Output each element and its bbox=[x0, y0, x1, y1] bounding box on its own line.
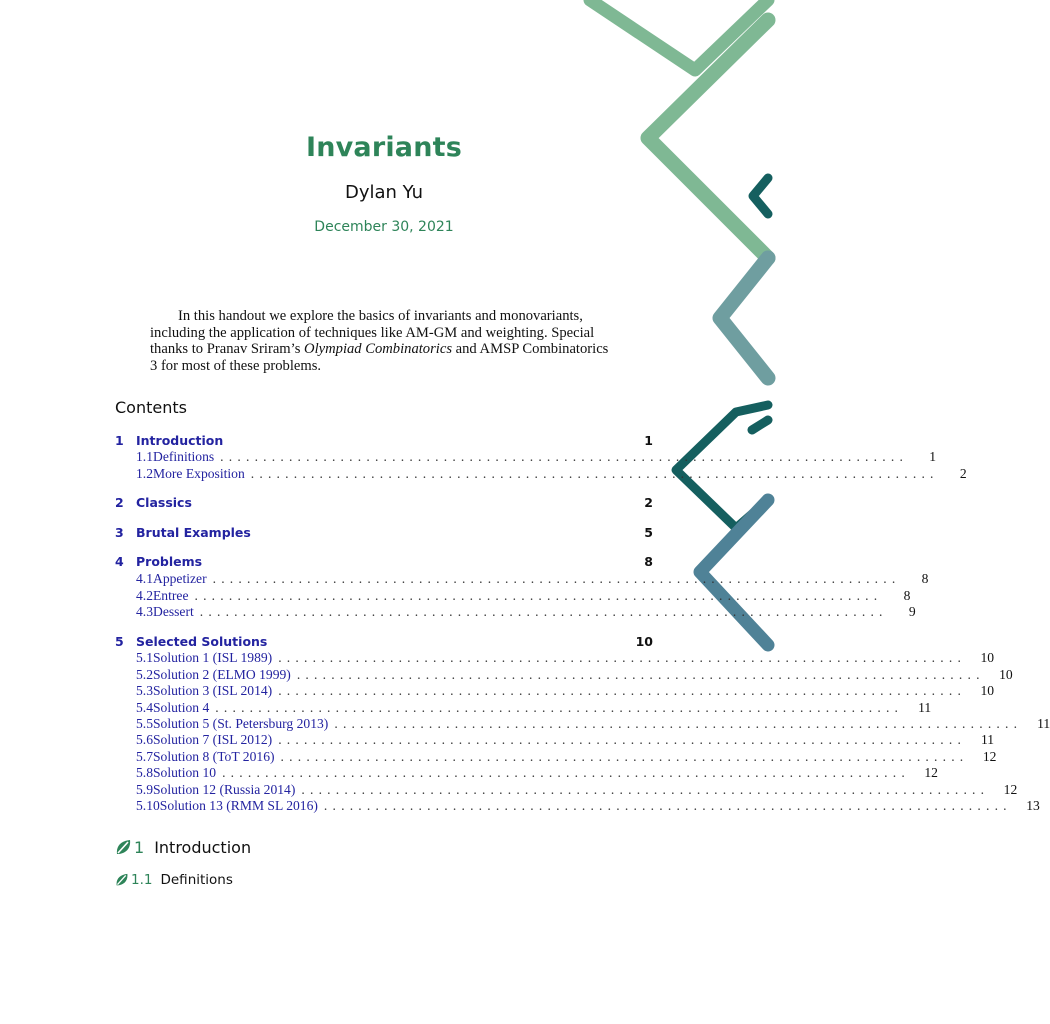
toc-page-number: 11 bbox=[918, 700, 932, 715]
toc-dot-leader: ................................................................................ bbox=[222, 765, 910, 780]
toc-page-number: 10 bbox=[980, 650, 995, 665]
toc-page-number: 8 bbox=[921, 571, 929, 586]
toc-entry-number: 4.1 bbox=[136, 571, 153, 586]
toc-entry-label[interactable]: Classics bbox=[136, 495, 192, 510]
toc-page-number: 10 bbox=[980, 683, 995, 698]
toc-page-number: 13 bbox=[1026, 798, 1040, 813]
toc-dot-leader: ................................................................................ bbox=[301, 782, 990, 797]
toc-entry-label[interactable]: Solution 12 (Russia 2014) bbox=[153, 782, 296, 797]
toc-dot-leader: ................................................................................ bbox=[323, 798, 1012, 813]
toc-entry-label[interactable]: Solution 5 (St. Petersburg 2013) bbox=[153, 716, 329, 731]
toc-entry-number: 2 bbox=[115, 495, 124, 510]
toc-entry-label[interactable]: Solution 1 (ISL 1989) bbox=[153, 650, 273, 665]
toc-entry-number: 5 bbox=[115, 634, 124, 649]
toc-subsection-entry[interactable] bbox=[115, 667, 1013, 683]
toc-entry-label[interactable]: Solution 13 (RMM SL 2016) bbox=[159, 798, 318, 813]
toc-dot-leader: ................................................................................ bbox=[199, 604, 888, 619]
toc-subsection-entry[interactable] bbox=[115, 588, 911, 604]
toc-entry-label[interactable]: Introduction bbox=[136, 433, 224, 448]
toc-page-number: 1 bbox=[644, 433, 653, 448]
toc-entry-label[interactable]: Entree bbox=[153, 588, 189, 603]
toc-entry-label[interactable]: Appetizer bbox=[153, 571, 207, 586]
document-title: Invariants bbox=[305, 132, 463, 163]
toc-dot-leader: ................................................................................ bbox=[278, 683, 967, 698]
toc-dot-leader: ................................................................................ bbox=[280, 749, 969, 764]
document-date: December 30, 2021 bbox=[314, 219, 454, 235]
toc-entry-number: 5.3 bbox=[136, 683, 153, 698]
leaf-icon bbox=[115, 839, 132, 856]
toc-entry-label[interactable]: Solution 4 bbox=[153, 700, 210, 715]
toc-entry-number: 5.4 bbox=[136, 700, 153, 715]
toc-entry-number: 5.1 bbox=[136, 650, 153, 665]
toc-entry-label[interactable]: Solution 10 bbox=[153, 765, 217, 780]
abstract-line: including the application of techniques like AM-GM and weighting. Special bbox=[150, 324, 595, 341]
toc-entry-label[interactable]: Solution 8 (ToT 2016) bbox=[153, 749, 275, 764]
toc-page-number: 10 bbox=[999, 667, 1013, 682]
toc-subsection-entry[interactable] bbox=[115, 700, 932, 716]
toc-subsection-entry[interactable] bbox=[115, 798, 1040, 814]
section-title: Introduction bbox=[154, 838, 252, 857]
toc-page-number: 10 bbox=[635, 634, 653, 649]
toc-page-number: 8 bbox=[903, 588, 911, 603]
toc-entry-label[interactable]: More Exposition bbox=[153, 466, 245, 481]
toc-section-entry[interactable] bbox=[115, 433, 653, 449]
toc-section-entry[interactable] bbox=[115, 634, 653, 650]
abstract bbox=[150, 308, 620, 374]
toc-page-number: 11 bbox=[980, 732, 995, 747]
toc-subsection-entry[interactable] bbox=[115, 765, 938, 781]
contents-heading: Contents bbox=[115, 398, 187, 417]
toc-dot-leader: ................................................................................ bbox=[296, 667, 985, 682]
toc-subsection-entry[interactable] bbox=[115, 449, 937, 465]
toc-dot-leader: ................................................................................ bbox=[278, 732, 967, 747]
toc-subsection-entry[interactable] bbox=[115, 732, 995, 748]
toc-dot-leader: ................................................................................ bbox=[194, 588, 883, 603]
subsection-heading bbox=[115, 872, 233, 888]
toc-entry-number: 5.7 bbox=[136, 749, 153, 764]
toc-subsection-entry[interactable] bbox=[115, 716, 1050, 732]
toc-subsection-entry[interactable] bbox=[115, 604, 916, 620]
toc-page-number: 12 bbox=[1003, 782, 1018, 797]
toc-entry-number: 5.9 bbox=[136, 782, 153, 797]
toc-entry-number: 5.5 bbox=[136, 716, 153, 731]
toc-page-number: 5 bbox=[644, 525, 653, 540]
toc-entry-number: 1.1 bbox=[136, 449, 153, 464]
toc-section-entry[interactable] bbox=[115, 554, 653, 570]
section-number: 1 bbox=[134, 838, 145, 857]
toc-entry-label[interactable]: Solution 7 (ISL 2012) bbox=[153, 732, 273, 747]
toc-subsection-entry[interactable] bbox=[115, 650, 995, 666]
toc-entry-number: 3 bbox=[115, 525, 124, 540]
toc-subsection-entry[interactable] bbox=[115, 571, 929, 587]
toc-entry-label[interactable]: Solution 2 (ELMO 1999) bbox=[153, 667, 291, 682]
toc-entry-number: 4.3 bbox=[136, 604, 153, 619]
toc-entry-number: 5.2 bbox=[136, 667, 153, 682]
toc-entry-number: 5.8 bbox=[136, 765, 153, 780]
abstract-line: In this handout we explore the basics of invariants and monovariants, bbox=[178, 308, 583, 324]
toc-dot-leader: ................................................................................ bbox=[250, 466, 939, 481]
abstract-line bbox=[150, 341, 620, 358]
toc-dot-leader: ................................................................................ bbox=[220, 449, 909, 464]
toc-dot-leader: ................................................................................ bbox=[334, 716, 1023, 731]
toc-section-entry[interactable] bbox=[115, 525, 653, 541]
toc-section-entry[interactable] bbox=[115, 495, 653, 511]
toc-page-number: 2 bbox=[644, 495, 653, 510]
abstract-line: 3 for most of these problems. bbox=[150, 357, 322, 374]
toc-page-number: 2 bbox=[959, 466, 967, 481]
toc-entry-number: 5.10 bbox=[136, 798, 160, 813]
toc-page-number: 9 bbox=[908, 604, 916, 619]
toc-subsection-entry[interactable] bbox=[115, 749, 997, 765]
leaf-icon bbox=[115, 873, 129, 887]
toc-entry-number: 4 bbox=[115, 554, 124, 569]
book-title: Olympiad Combinatorics bbox=[304, 341, 452, 358]
toc-dot-leader: ................................................................................ bbox=[215, 700, 904, 715]
toc-subsection-entry[interactable] bbox=[115, 782, 1018, 798]
toc-page-number: 8 bbox=[644, 554, 653, 569]
toc-page-number: 11 bbox=[1037, 716, 1050, 731]
toc-entry-label[interactable]: Definitions bbox=[153, 449, 215, 464]
abstract-text: and AMSP Combinatorics bbox=[452, 341, 609, 358]
toc-page-number: 12 bbox=[924, 765, 938, 780]
toc-entry-label[interactable]: Solution 3 (ISL 2014) bbox=[153, 683, 273, 698]
toc-entry-number: 5.6 bbox=[136, 732, 153, 747]
toc-entry-label[interactable]: Brutal Examples bbox=[136, 525, 251, 540]
toc-entry-number: 1 bbox=[115, 433, 124, 448]
toc-dot-leader: ................................................................................ bbox=[278, 650, 967, 665]
section-heading bbox=[115, 838, 251, 857]
toc-page-number: 1 bbox=[929, 449, 937, 464]
toc-entry-label[interactable]: Problems bbox=[136, 554, 203, 569]
subsection-title: Definitions bbox=[160, 872, 233, 888]
toc-page-number: 12 bbox=[982, 749, 997, 764]
toc-dot-leader: ................................................................................ bbox=[212, 571, 901, 586]
subsection-number: 1.1 bbox=[131, 872, 153, 888]
toc-subsection-entry[interactable] bbox=[115, 466, 967, 482]
toc-subsection-entry[interactable] bbox=[115, 683, 995, 699]
document-author: Dylan Yu bbox=[344, 182, 423, 203]
toc-entry-label[interactable]: Selected Solutions bbox=[136, 634, 268, 649]
toc-entry-label[interactable]: Dessert bbox=[153, 604, 194, 619]
abstract-text: thanks to Pranav Sriram’s bbox=[150, 341, 305, 358]
toc-entry-number: 1.2 bbox=[136, 466, 153, 481]
toc-entry-number: 4.2 bbox=[136, 588, 153, 603]
